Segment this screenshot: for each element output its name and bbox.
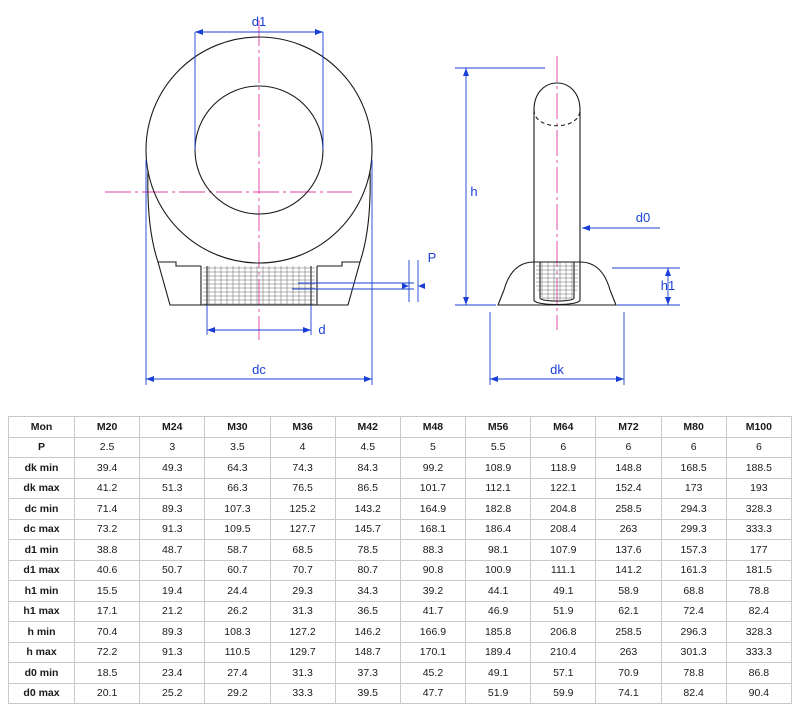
table-cell: 80.7 bbox=[335, 560, 400, 581]
table-row bbox=[9, 478, 792, 499]
dimension-label-d0: d0 bbox=[635, 210, 651, 225]
table-cell: 72.2 bbox=[75, 642, 140, 663]
table-cell: 188.5 bbox=[726, 458, 791, 479]
table-row bbox=[9, 540, 792, 561]
table-cell: 6 bbox=[726, 437, 791, 458]
table-cell: 31.3 bbox=[270, 601, 335, 622]
table-cell: 68.8 bbox=[661, 581, 726, 602]
spec-table-body bbox=[9, 437, 792, 704]
table-cell: 47.7 bbox=[400, 683, 465, 704]
column-header: Mon bbox=[9, 417, 75, 438]
table-cell: 50.7 bbox=[140, 560, 205, 581]
dimension-h bbox=[455, 68, 545, 305]
table-cell: 62.1 bbox=[596, 601, 661, 622]
column-header: M42 bbox=[335, 417, 400, 438]
spec-table-head bbox=[9, 417, 792, 438]
table-cell: 44.1 bbox=[466, 581, 531, 602]
table-cell: 51.9 bbox=[531, 601, 596, 622]
table-cell: 89.3 bbox=[140, 499, 205, 520]
table-cell: 78.8 bbox=[661, 663, 726, 684]
table-cell: 100.9 bbox=[466, 560, 531, 581]
table-row bbox=[9, 499, 792, 520]
table-cell: 70.9 bbox=[596, 663, 661, 684]
table-cell: 86.5 bbox=[335, 478, 400, 499]
column-header: M36 bbox=[270, 417, 335, 438]
table-cell: 31.3 bbox=[270, 663, 335, 684]
table-cell: 210.4 bbox=[531, 642, 596, 663]
dimension-d0 bbox=[582, 225, 660, 231]
table-cell: 49.1 bbox=[466, 663, 531, 684]
table-cell: 29.3 bbox=[270, 581, 335, 602]
table-cell: 86.8 bbox=[726, 663, 791, 684]
table-cell: 168.1 bbox=[400, 519, 465, 540]
table-cell: 36.5 bbox=[335, 601, 400, 622]
table-cell: 328.3 bbox=[726, 622, 791, 643]
table-cell: 186.4 bbox=[466, 519, 531, 540]
table-cell: 26.2 bbox=[205, 601, 270, 622]
table-cell: 41.2 bbox=[75, 478, 140, 499]
spec-table-container bbox=[8, 416, 792, 704]
table-cell: 49.3 bbox=[140, 458, 205, 479]
table-cell: 60.7 bbox=[205, 560, 270, 581]
table-row bbox=[9, 458, 792, 479]
table-cell: 27.4 bbox=[205, 663, 270, 684]
table-cell: 19.4 bbox=[140, 581, 205, 602]
table-cell: 78.5 bbox=[335, 540, 400, 561]
table-cell: 38.8 bbox=[75, 540, 140, 561]
table-cell: 125.2 bbox=[270, 499, 335, 520]
table-cell: 58.9 bbox=[596, 581, 661, 602]
table-cell: 328.3 bbox=[726, 499, 791, 520]
table-cell: 37.3 bbox=[335, 663, 400, 684]
table-cell: 91.3 bbox=[140, 519, 205, 540]
table-cell: 181.5 bbox=[726, 560, 791, 581]
table-cell: 70.4 bbox=[75, 622, 140, 643]
table-cell: 6 bbox=[661, 437, 726, 458]
table-cell: 39.5 bbox=[335, 683, 400, 704]
table-cell: 193 bbox=[726, 478, 791, 499]
table-cell: 51.9 bbox=[466, 683, 531, 704]
table-cell: 98.1 bbox=[466, 540, 531, 561]
table-cell: 3 bbox=[140, 437, 205, 458]
table-cell: 127.7 bbox=[270, 519, 335, 540]
table-cell: 127.2 bbox=[270, 622, 335, 643]
dimension-label-dc: dc bbox=[252, 362, 266, 377]
table-cell: 129.7 bbox=[270, 642, 335, 663]
table-cell: 71.4 bbox=[75, 499, 140, 520]
table-cell: 58.7 bbox=[205, 540, 270, 561]
column-header: M64 bbox=[531, 417, 596, 438]
table-cell: 74.1 bbox=[596, 683, 661, 704]
column-header: M48 bbox=[400, 417, 465, 438]
table-cell: 34.3 bbox=[335, 581, 400, 602]
table-cell: 111.1 bbox=[531, 560, 596, 581]
table-cell: 90.4 bbox=[726, 683, 791, 704]
dimension-label-P: P bbox=[427, 250, 437, 265]
table-row bbox=[9, 642, 792, 663]
table-cell: 76.5 bbox=[270, 478, 335, 499]
table-cell: 3.5 bbox=[205, 437, 270, 458]
table-cell: 91.3 bbox=[140, 642, 205, 663]
table-row bbox=[9, 601, 792, 622]
table-cell: 73.2 bbox=[75, 519, 140, 540]
row-header: d0 max bbox=[9, 683, 75, 704]
table-cell: 72.4 bbox=[661, 601, 726, 622]
table-cell: 17.1 bbox=[75, 601, 140, 622]
row-header: d1 max bbox=[9, 560, 75, 581]
column-header: M30 bbox=[205, 417, 270, 438]
table-cell: 208.4 bbox=[531, 519, 596, 540]
table-cell: 78.8 bbox=[726, 581, 791, 602]
table-cell: 41.7 bbox=[400, 601, 465, 622]
table-cell: 108.9 bbox=[466, 458, 531, 479]
row-header: h max bbox=[9, 642, 75, 663]
table-cell: 4 bbox=[270, 437, 335, 458]
table-header-row bbox=[9, 417, 792, 438]
column-header: M56 bbox=[466, 417, 531, 438]
column-header: M100 bbox=[726, 417, 791, 438]
table-cell: 177 bbox=[726, 540, 791, 561]
table-cell: 263 bbox=[596, 519, 661, 540]
column-header: M24 bbox=[140, 417, 205, 438]
row-header: d1 min bbox=[9, 540, 75, 561]
column-header: M20 bbox=[75, 417, 140, 438]
table-cell: 57.1 bbox=[531, 663, 596, 684]
table-cell: 258.5 bbox=[596, 622, 661, 643]
row-header: h1 max bbox=[9, 601, 75, 622]
table-cell: 18.5 bbox=[75, 663, 140, 684]
dimension-label-h1: h1 bbox=[660, 278, 676, 293]
row-header: h min bbox=[9, 622, 75, 643]
table-cell: 23.4 bbox=[140, 663, 205, 684]
table-cell: 20.1 bbox=[75, 683, 140, 704]
table-cell: 170.1 bbox=[400, 642, 465, 663]
table-cell: 109.5 bbox=[205, 519, 270, 540]
table-cell: 39.2 bbox=[400, 581, 465, 602]
table-cell: 40.6 bbox=[75, 560, 140, 581]
table-cell: 84.3 bbox=[335, 458, 400, 479]
table-cell: 152.4 bbox=[596, 478, 661, 499]
table-cell: 24.4 bbox=[205, 581, 270, 602]
table-cell: 25.2 bbox=[140, 683, 205, 704]
table-cell: 258.5 bbox=[596, 499, 661, 520]
row-header: P bbox=[9, 437, 75, 458]
table-cell: 164.9 bbox=[400, 499, 465, 520]
table-cell: 2.5 bbox=[75, 437, 140, 458]
table-cell: 294.3 bbox=[661, 499, 726, 520]
table-cell: 118.9 bbox=[531, 458, 596, 479]
table-cell: 6 bbox=[596, 437, 661, 458]
table-cell: 89.3 bbox=[140, 622, 205, 643]
table-cell: 74.3 bbox=[270, 458, 335, 479]
table-row bbox=[9, 437, 792, 458]
table-cell: 15.5 bbox=[75, 581, 140, 602]
table-cell: 168.5 bbox=[661, 458, 726, 479]
row-header: dk min bbox=[9, 458, 75, 479]
table-cell: 148.8 bbox=[596, 458, 661, 479]
left-view bbox=[105, 14, 436, 385]
table-cell: 333.3 bbox=[726, 519, 791, 540]
row-header: dk max bbox=[9, 478, 75, 499]
table-cell: 49.1 bbox=[531, 581, 596, 602]
table-cell: 107.9 bbox=[531, 540, 596, 561]
dimension-label-h: h bbox=[470, 184, 478, 199]
table-cell: 173 bbox=[661, 478, 726, 499]
table-cell: 182.8 bbox=[466, 499, 531, 520]
table-cell: 141.2 bbox=[596, 560, 661, 581]
table-cell: 166.9 bbox=[400, 622, 465, 643]
table-cell: 299.3 bbox=[661, 519, 726, 540]
table-cell: 51.3 bbox=[140, 478, 205, 499]
table-cell: 107.3 bbox=[205, 499, 270, 520]
table-cell: 5.5 bbox=[466, 437, 531, 458]
row-header: dc max bbox=[9, 519, 75, 540]
table-row bbox=[9, 519, 792, 540]
table-row bbox=[9, 560, 792, 581]
dimension-label-dk: dk bbox=[550, 362, 564, 377]
table-cell: 99.2 bbox=[400, 458, 465, 479]
table-cell: 48.7 bbox=[140, 540, 205, 561]
table-cell: 82.4 bbox=[726, 601, 791, 622]
table-cell: 204.8 bbox=[531, 499, 596, 520]
column-header: M80 bbox=[661, 417, 726, 438]
row-header: d0 min bbox=[9, 663, 75, 684]
table-cell: 29.2 bbox=[205, 683, 270, 704]
table-cell: 296.3 bbox=[661, 622, 726, 643]
table-cell: 64.3 bbox=[205, 458, 270, 479]
table-cell: 46.9 bbox=[466, 601, 531, 622]
column-header: M72 bbox=[596, 417, 661, 438]
table-cell: 90.8 bbox=[400, 560, 465, 581]
right-view bbox=[455, 56, 680, 385]
table-cell: 157.3 bbox=[661, 540, 726, 561]
row-header: h1 min bbox=[9, 581, 75, 602]
dimension-label-d: d bbox=[318, 322, 326, 337]
spec-table bbox=[8, 416, 792, 704]
table-cell: 145.7 bbox=[335, 519, 400, 540]
table-row bbox=[9, 581, 792, 602]
table-cell: 21.2 bbox=[140, 601, 205, 622]
table-cell: 45.2 bbox=[400, 663, 465, 684]
table-cell: 33.3 bbox=[270, 683, 335, 704]
table-cell: 143.2 bbox=[335, 499, 400, 520]
table-cell: 82.4 bbox=[661, 683, 726, 704]
table-row bbox=[9, 683, 792, 704]
table-cell: 301.3 bbox=[661, 642, 726, 663]
table-cell: 66.3 bbox=[205, 478, 270, 499]
table-cell: 206.8 bbox=[531, 622, 596, 643]
table-cell: 68.5 bbox=[270, 540, 335, 561]
table-cell: 333.3 bbox=[726, 642, 791, 663]
table-cell: 263 bbox=[596, 642, 661, 663]
table-cell: 39.4 bbox=[75, 458, 140, 479]
table-cell: 148.7 bbox=[335, 642, 400, 663]
table-cell: 70.7 bbox=[270, 560, 335, 581]
table-cell: 189.4 bbox=[466, 642, 531, 663]
table-cell: 137.6 bbox=[596, 540, 661, 561]
table-cell: 161.3 bbox=[661, 560, 726, 581]
table-cell: 185.8 bbox=[466, 622, 531, 643]
table-cell: 59.9 bbox=[531, 683, 596, 704]
table-row bbox=[9, 663, 792, 684]
table-cell: 112.1 bbox=[466, 478, 531, 499]
dimension-label-d1: d1 bbox=[251, 14, 267, 29]
table-cell: 5 bbox=[400, 437, 465, 458]
table-cell: 4.5 bbox=[335, 437, 400, 458]
table-cell: 6 bbox=[531, 437, 596, 458]
table-row bbox=[9, 622, 792, 643]
table-cell: 110.5 bbox=[205, 642, 270, 663]
table-cell: 122.1 bbox=[531, 478, 596, 499]
table-cell: 146.2 bbox=[335, 622, 400, 643]
table-cell: 88.3 bbox=[400, 540, 465, 561]
row-header: dc min bbox=[9, 499, 75, 520]
table-cell: 101.7 bbox=[400, 478, 465, 499]
table-cell: 108.3 bbox=[205, 622, 270, 643]
